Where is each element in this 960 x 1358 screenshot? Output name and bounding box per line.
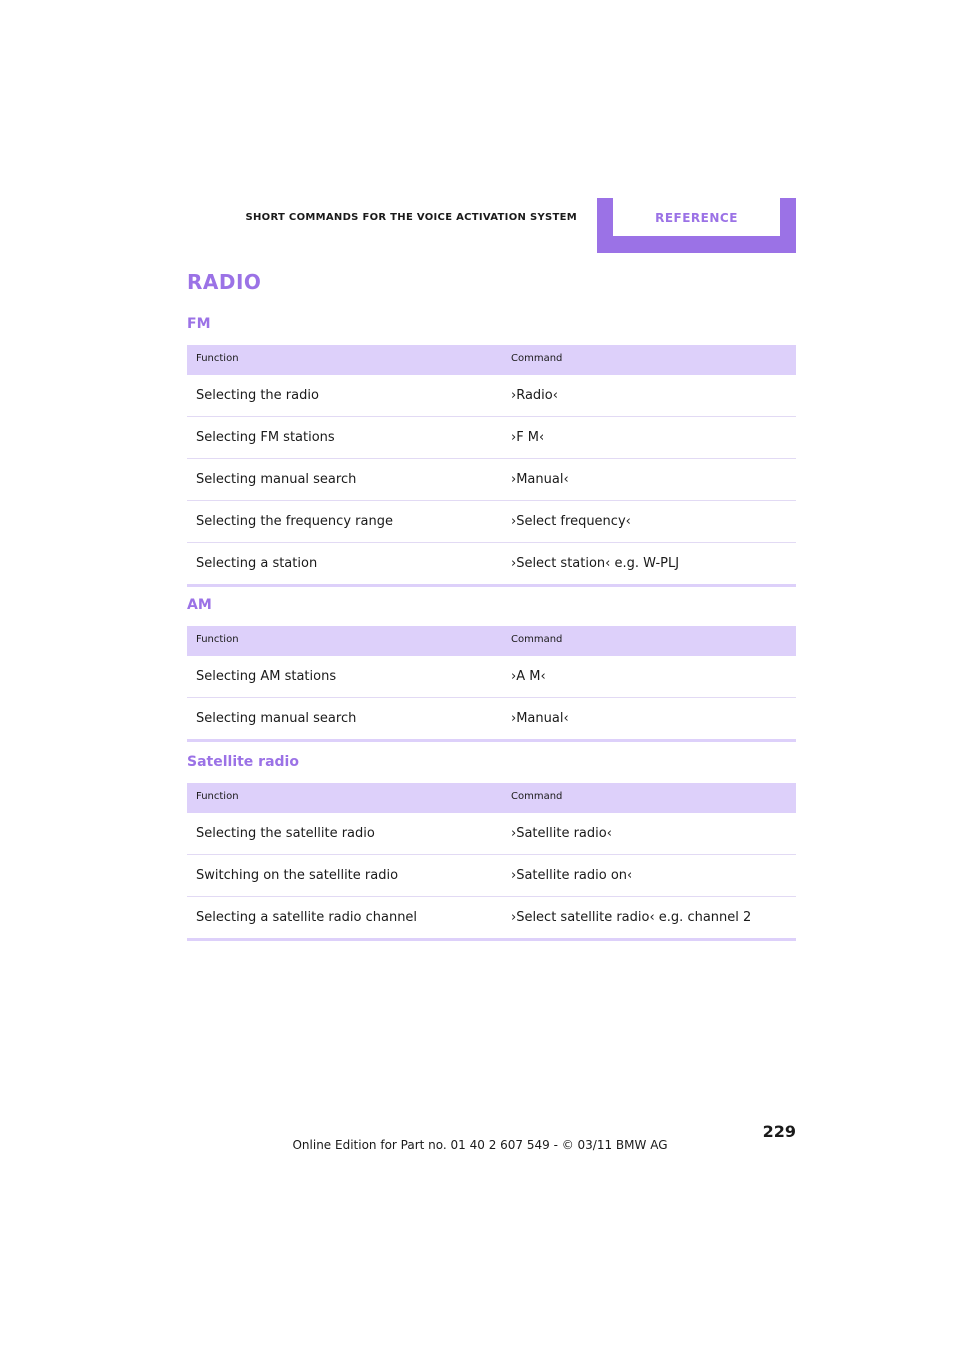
table-row: [187, 813, 796, 855]
command-cell: ›Select station‹ e.g. W-PLJ: [511, 556, 680, 571]
table-row: [187, 698, 796, 742]
function-cell: Selecting FM stations: [196, 430, 335, 445]
command-cell: ›Manual‹: [511, 472, 569, 487]
function-cell: Selecting manual search: [196, 472, 357, 487]
function-cell: Switching on the satellite radio: [196, 868, 399, 883]
command-cell: ›Satellite radio‹: [511, 826, 612, 841]
section-title-satellite-radio: Satellite radio: [187, 754, 299, 770]
fm-commands-table: [187, 345, 796, 587]
column-header-function: Function: [196, 634, 239, 645]
function-cell: Selecting the radio: [196, 388, 319, 403]
column-header-command: Command: [511, 634, 563, 645]
table-row: [187, 417, 796, 459]
function-cell: Selecting the frequency range: [196, 514, 393, 529]
table-header: [187, 783, 796, 813]
section-title-am: AM: [187, 597, 212, 613]
command-cell: ›Satellite radio on‹: [511, 868, 633, 883]
footer-edition-note: Online Edition for Part no. 01 40 2 607 549 - © 03/11 BMW AG: [292, 1138, 668, 1152]
table-row: [187, 897, 796, 941]
running-header-title: SHORT COMMANDS FOR THE VOICE ACTIVATION SYSTEM: [245, 212, 577, 223]
am-commands-table: [187, 626, 796, 742]
command-cell: ›F M‹: [511, 430, 545, 445]
column-header-command: Command: [511, 791, 563, 802]
function-cell: Selecting the satellite radio: [196, 826, 375, 841]
column-header-function: Function: [196, 353, 239, 364]
column-header-function: Function: [196, 791, 239, 802]
section-title-fm: FM: [187, 316, 211, 332]
table-header: [187, 626, 796, 656]
satellite-radio-commands-table: [187, 783, 796, 941]
command-cell: ›Select satellite radio‹ e.g. channel 2: [511, 910, 752, 925]
table-row: [187, 656, 796, 698]
table-row: [187, 501, 796, 543]
function-cell: Selecting AM stations: [196, 669, 337, 684]
command-cell: ›A M‹: [511, 669, 546, 684]
function-cell: Selecting a station: [196, 556, 318, 571]
table-row: [187, 855, 796, 897]
column-header-command: Command: [511, 353, 563, 364]
table-row: [187, 459, 796, 501]
command-cell: ›Select frequency‹: [511, 514, 631, 529]
table-header: [187, 345, 796, 375]
command-cell: ›Radio‹: [511, 388, 558, 403]
table-row: [187, 375, 796, 417]
reference-tab-label: REFERENCE: [655, 211, 738, 225]
table-row: [187, 543, 796, 587]
page-number: 229: [762, 1122, 796, 1141]
command-cell: ›Manual‹: [511, 711, 569, 726]
function-cell: Selecting a satellite radio channel: [196, 910, 418, 925]
function-cell: Selecting manual search: [196, 711, 357, 726]
page-title: RADIO: [187, 270, 262, 294]
